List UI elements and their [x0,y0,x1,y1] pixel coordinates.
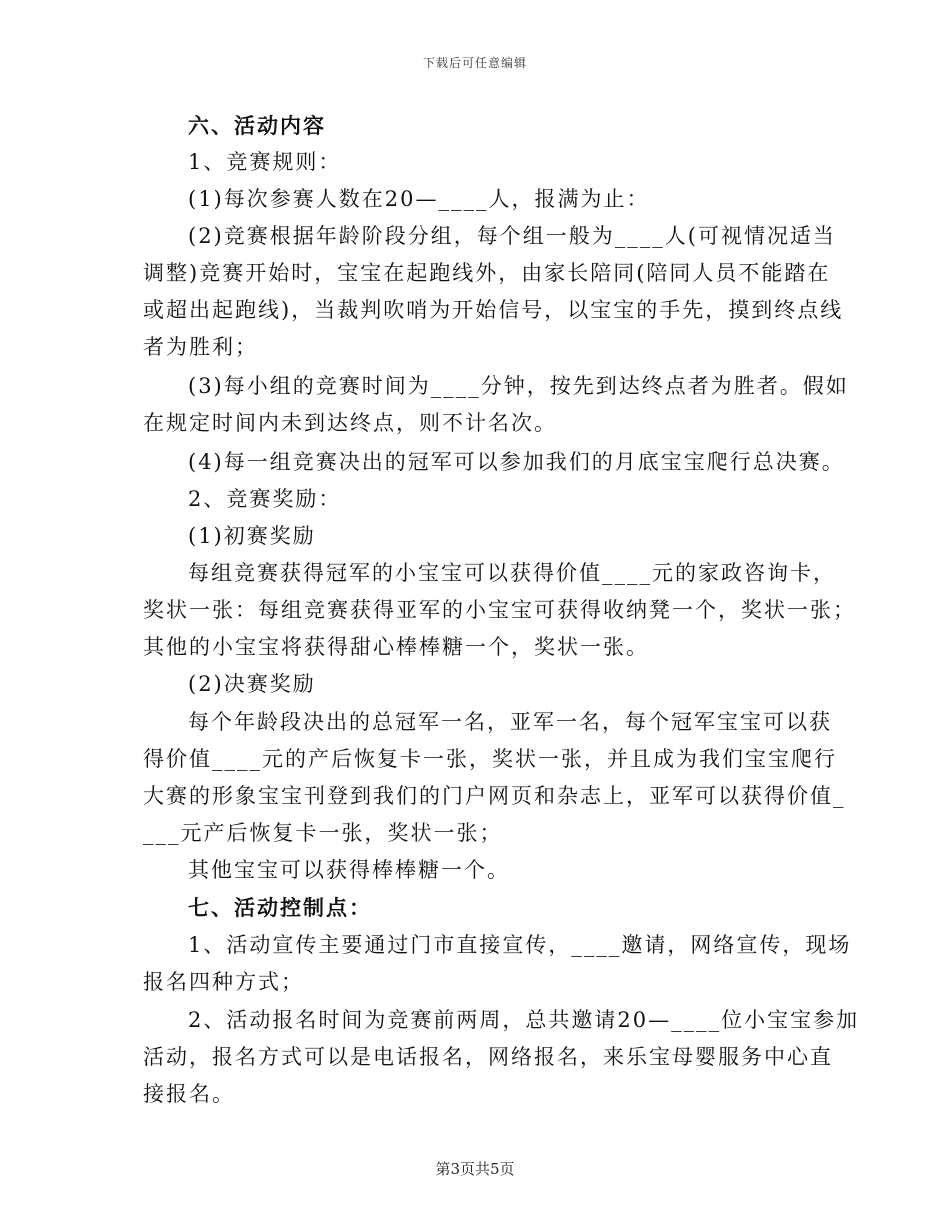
prelim-line1: 每组竞赛获得冠军的小宝宝可以获得价值____元的家政咨询卡， [188,561,836,585]
rule2-line1: (2)竞赛根据年龄阶段分组，每个组一般为____人(可视情况适当 [188,224,836,248]
control-item1-line1: 1、活动宣传主要通过门市直接宣传，____邀请，网络宣传，现场 [188,933,852,957]
final-title: (2)决赛奖励 [188,672,316,696]
final-line4: ___元产后恢复卡一张，奖状一张； [143,821,503,845]
rule2-line4: 者为胜利； [143,335,258,359]
header-note: 下载后可任意编辑 [422,56,527,70]
prelim-line2: 奖状一张：每组竞赛获得亚军的小宝宝可获得收纳凳一个，奖状一张； [143,598,856,622]
prelim-line3: 其他的小宝宝将获得甜心棒棒糖一个，奖状一张。 [143,635,649,659]
page-footer: 第3页共5页 [435,1160,515,1178]
control-item2-line2: 活动，报名方式可以是电话报名，网络报名，来乐宝母婴服务中心直 [143,1045,833,1069]
awards-title: 2、竞赛奖励： [188,487,342,511]
control-item1-line2: 报名四种方式； [143,970,304,994]
section6-heading: 六、活动内容 [188,113,326,138]
rule2-line2: 调整)竞赛开始时，宝宝在起跑线外，由家长陪同(陪同人员不能踏在 [143,261,831,285]
rule3-line2: 在规定时间内未到达终点，则不计名次。 [143,411,557,435]
rule2-line3: 或超出起跑线)，当裁判吹哨为开始信号，以宝宝的手先，摸到终点线 [143,298,844,322]
final-line3: 大赛的形象宝宝刊登到我们的门户网页和杂志上，亚军可以获得价值_ [143,784,846,808]
rule4: (4)每一组竞赛决出的冠军可以参加我们的月底宝宝爬行总决赛。 [188,450,845,474]
final-line2: 得价值____元的产后恢复卡一张，奖状一张，并且成为我们宝宝爬行 [143,747,837,771]
control-item2-line1: 2、活动报名时间为竞赛前两周，总共邀请20—____位小宝宝参加 [188,1008,860,1032]
final-line1: 每个年龄段决出的总冠军一名，亚军一名，每个冠军宝宝可以获 [188,710,832,734]
rule3-line1: (3)每小组的竞赛时间为____分钟，按先到达终点者为胜者。假如 [188,374,849,398]
rule1: (1)每次参赛人数在20—____人，报满为止： [188,187,650,211]
rules-title: 1、竞赛规则： [188,150,342,174]
section7-heading: 七、活动控制点： [188,895,372,920]
control-item2-line3: 接报名。 [143,1082,235,1106]
final-line5: 其他宝宝可以获得棒棒糖一个。 [188,858,510,882]
prelim-title: (1)初赛奖励 [188,524,316,548]
